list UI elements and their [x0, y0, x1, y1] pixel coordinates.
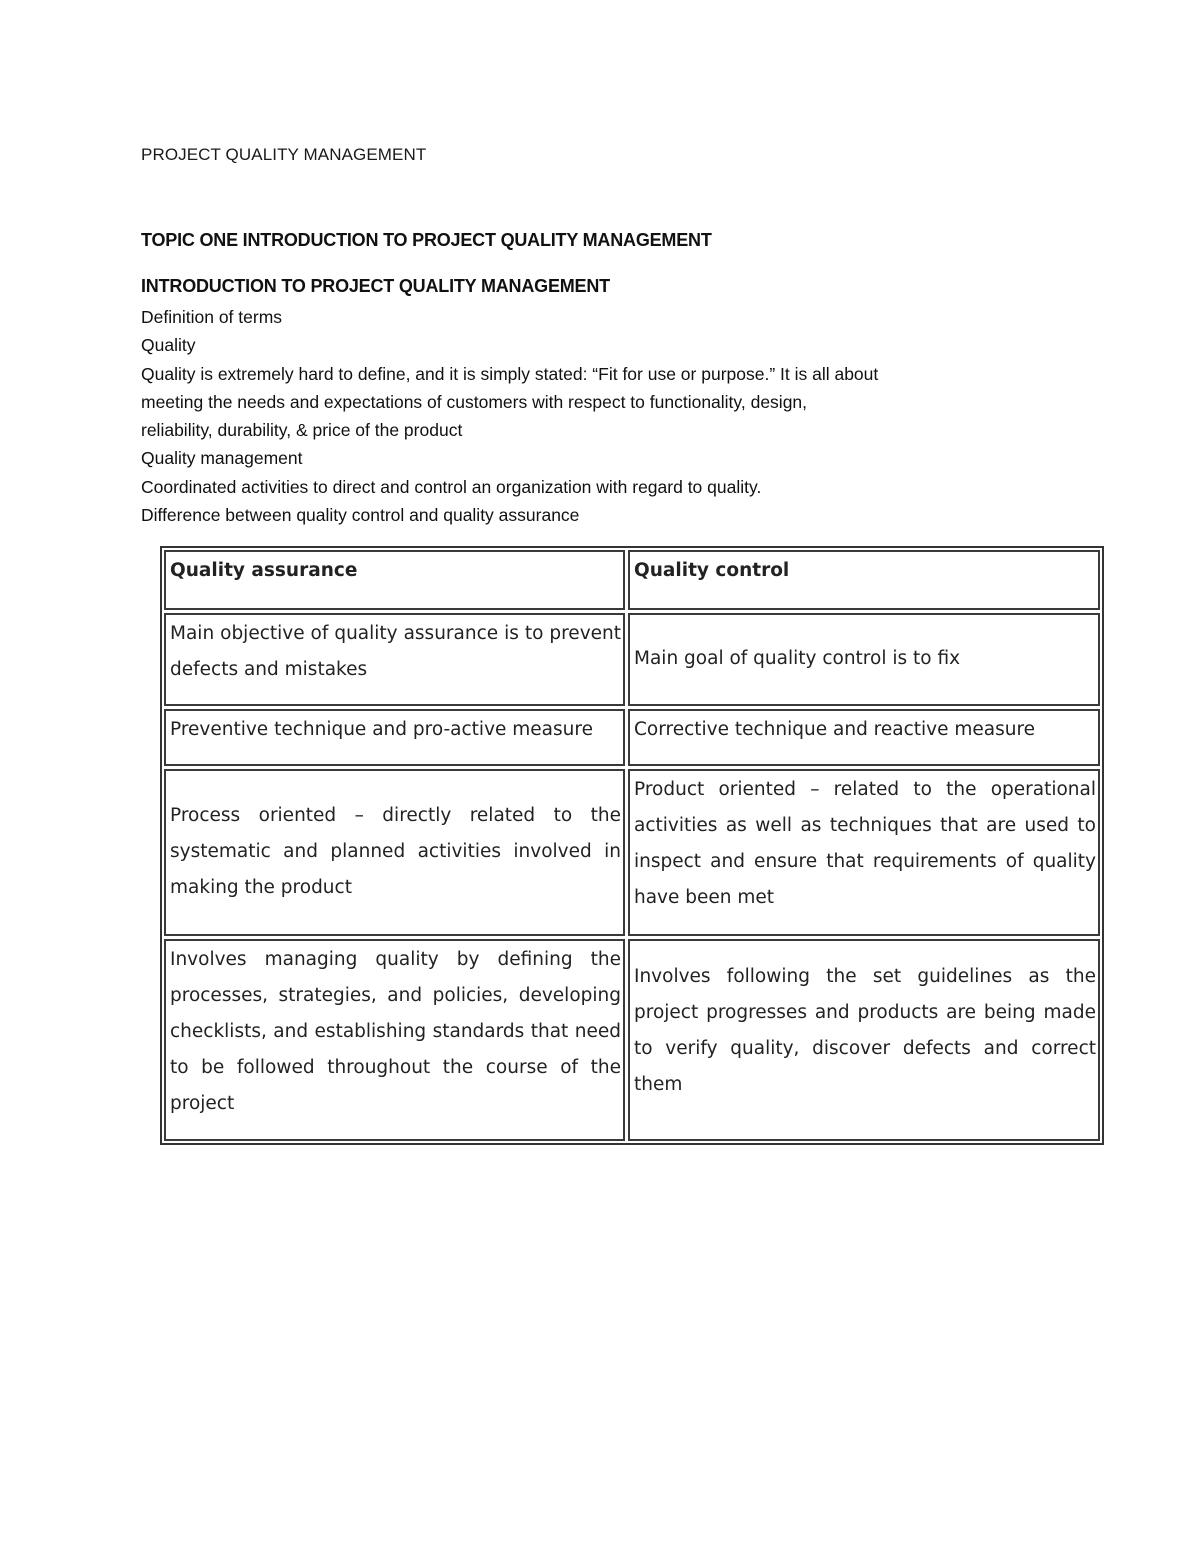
table-row	[164, 769, 1100, 936]
comparison-table	[160, 546, 1104, 1145]
topic-heading: TOPIC ONE INTRODUCTION TO PROJECT QUALITY MANAGEMENT	[141, 230, 712, 250]
body-line: Coordinated activities to direct and control an organization with regard to quality.	[141, 476, 762, 497]
table-row	[164, 939, 1100, 1141]
section-heading: INTRODUCTION TO PROJECT QUALITY MANAGEMENT	[141, 276, 610, 296]
table-cell-assurance: Main objective of quality assurance is to prevent defects and mistakes	[164, 613, 625, 706]
table-cell-control: Corrective technique and reactive measure	[628, 709, 1100, 766]
table-header-row	[164, 550, 1100, 610]
body-line: Quality is extremely hard to define, and it is simply stated: “Fit for use or purpose.” It is all about	[141, 363, 879, 384]
table-header-quality-assurance: Quality assurance	[164, 550, 625, 610]
table-cell-control: Main goal of quality control is to fix	[628, 613, 1100, 706]
table-cell-assurance: Preventive technique and pro-active measure	[164, 709, 625, 766]
table-cell-control: Involves following the set guidelines as the project progresses and products are being made to verify quality, discover defects and correct them	[628, 939, 1100, 1141]
body-line: Definition of terms	[141, 307, 283, 327]
table-cell-control: Product oriented – related to the operational activities as well as techniques that are used to inspect and ensure that requirements of quality have been met	[628, 769, 1100, 936]
body-line: reliability, durability, & price of the product	[141, 420, 463, 441]
body-line: meeting the needs and expectations of customers with respect to functionality, design,	[141, 391, 808, 412]
table-header-quality-control: Quality control	[628, 550, 1100, 610]
document-title: PROJECT QUALITY MANAGEMENT	[141, 145, 427, 164]
table-cell-assurance: Involves managing quality by defining the processes, strategies, and policies, developing checklists, and establishing standards that need to be followed throughout the course of the project	[164, 939, 625, 1141]
table-row	[164, 709, 1100, 766]
table-cell-assurance: Process oriented – directly related to the systematic and planned activities involved in making the product	[164, 769, 625, 936]
body-line: Quality	[141, 335, 196, 356]
body-line: Difference between quality control and quality assurance	[141, 505, 580, 526]
body-text	[141, 303, 1041, 529]
body-line: Quality management	[141, 448, 303, 469]
table-row	[164, 613, 1100, 706]
